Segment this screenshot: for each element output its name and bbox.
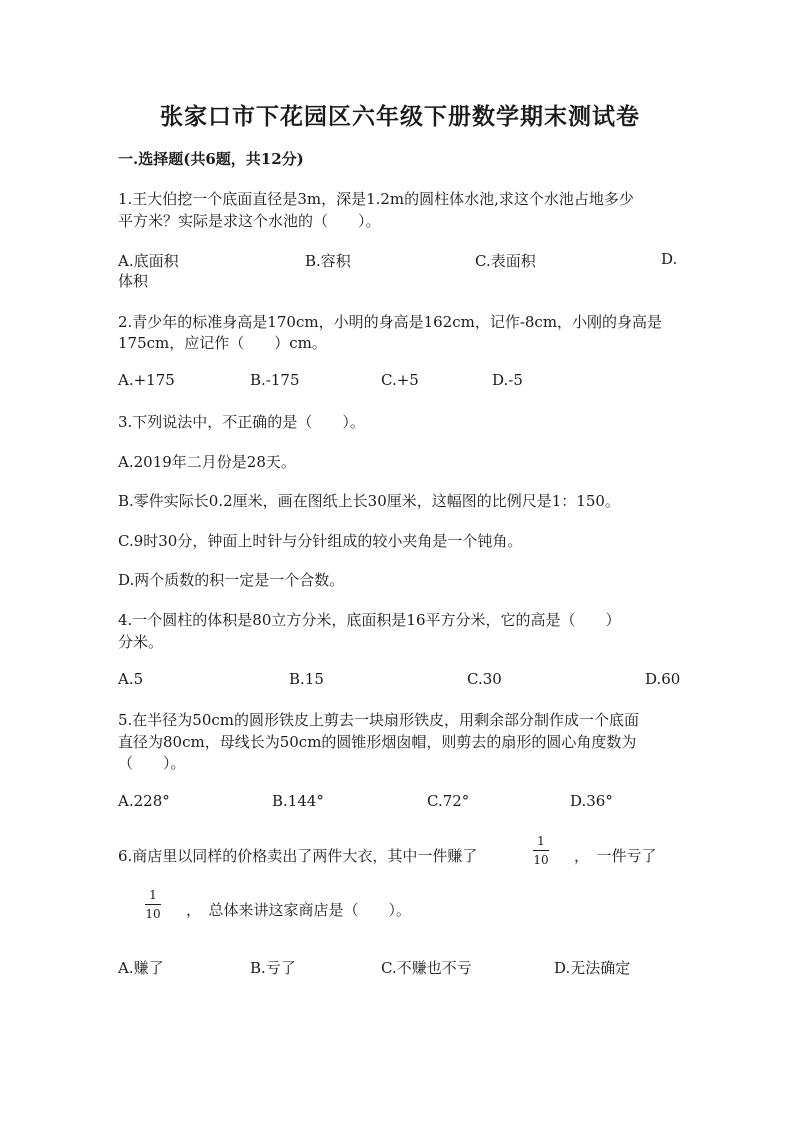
q6-option-c[interactable]: C.不赚也不亏 (381, 959, 472, 977)
q2-option-a[interactable]: A.+175 (118, 371, 175, 389)
q4-option-b[interactable]: B.15 (289, 670, 324, 688)
q6-fraction-loss (145, 888, 161, 921)
fraction-bar (145, 904, 161, 905)
fraction-numerator: 1 (149, 888, 157, 902)
q2-stem-line2: 175cm，应记作（ ）cm。 (118, 334, 327, 352)
section-heading: 一.选择题(共6题，共12分) (118, 150, 304, 168)
q1-option-d[interactable]: D. (661, 250, 678, 268)
fraction-denominator: 10 (533, 853, 549, 867)
q2-stem-line1: 2.青少年的标准身高是170cm，小明的身高是162cm，记作-8cm，小刚的身高是 (118, 313, 663, 331)
q2-option-c[interactable]: C.+5 (381, 371, 419, 389)
q1-option-a[interactable]: A.底面积 (118, 252, 179, 270)
fraction-denominator: 10 (145, 907, 161, 921)
q5-stem-line3: （ ）。 (118, 754, 186, 772)
q1-stem-line1: 1.王大伯挖一个底面直径是3m，深是1.2m的圆柱体水池,求这个水池占地多少 (118, 190, 634, 208)
q5-option-a[interactable]: A.228° (118, 792, 170, 810)
q4-stem-line2: 分米。 (118, 633, 164, 651)
q6-stem-part1: 6.商店里以同样的价格卖出了两件大衣，其中一件赚了 (118, 847, 478, 865)
q6-option-d[interactable]: D.无法确定 (554, 959, 631, 977)
q3-option-a[interactable]: A.2019年二月份是28天。 (118, 453, 296, 471)
q3-option-c[interactable]: C.9时30分，钟面上时针与分针组成的较小夹角是一个钝角。 (118, 532, 523, 550)
q6-stem-part3: ， 总体来讲这家商店是（ ）。 (186, 901, 412, 919)
q6-fraction-gain (533, 834, 549, 867)
q3-option-b[interactable]: B.零件实际长0.2厘米，画在图纸上长30厘米，这幅图的比例尺是1：150。 (118, 492, 620, 510)
q4-option-c[interactable]: C.30 (467, 670, 502, 688)
fraction-numerator: 1 (537, 834, 545, 848)
q2-option-d[interactable]: D.-5 (492, 371, 523, 389)
q1-stem-line2: 平方米？实际是求这个水池的（ ）。 (118, 212, 381, 230)
q6-option-b[interactable]: B.亏了 (250, 959, 296, 977)
q5-option-c[interactable]: C.72° (427, 792, 470, 810)
q2-option-b[interactable]: B.-175 (250, 371, 300, 389)
fraction-bar (533, 850, 549, 851)
q3-stem: 3.下列说法中，不正确的是（ ）。 (118, 413, 365, 431)
q5-stem-line1: 5.在半径为50cm的圆形铁皮上剪去一块扇形铁皮，用剩余部分制作成一个底面 (118, 711, 640, 729)
q4-option-d[interactable]: D.60 (645, 670, 681, 688)
page-title: 张家口市下花园区六年级下册数学期末测试卷 (160, 103, 640, 130)
q5-stem-line2: 直径为80cm，母线长为50cm的圆锥形烟囱帽，则剪去的扇形的圆心角度数为 (118, 733, 637, 751)
q4-stem-line1: 4.一个圆柱的体积是80立方分米，底面积是16平方分米，它的高是（ ） (118, 611, 621, 629)
q6-stem-part2: ， 一件亏了 (574, 847, 657, 865)
q6-option-a[interactable]: A.赚了 (118, 959, 164, 977)
q1-option-b[interactable]: B.容积 (305, 252, 351, 270)
q3-option-d[interactable]: D.两个质数的积一定是一个合数。 (118, 571, 345, 589)
q5-option-b[interactable]: B.144° (272, 792, 324, 810)
q1-option-c[interactable]: C.表面积 (475, 252, 536, 270)
q4-option-a[interactable]: A.5 (118, 670, 144, 688)
q1-option-d-text: 体积 (118, 272, 149, 290)
q5-option-d[interactable]: D.36° (570, 792, 613, 810)
